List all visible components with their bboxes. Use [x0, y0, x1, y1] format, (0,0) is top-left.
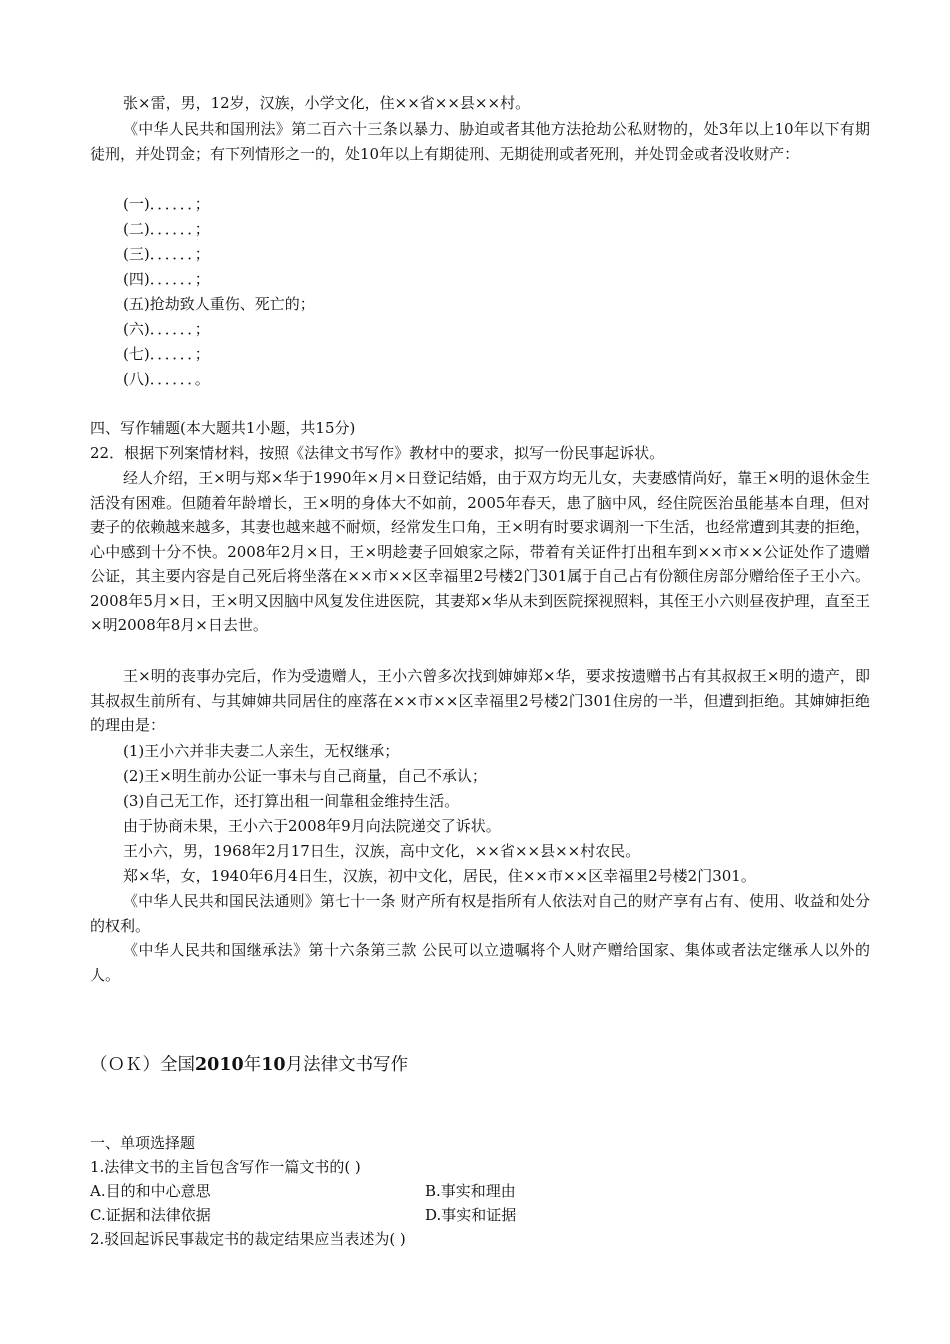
- choice-section-heading: 一、单项选择题: [90, 1134, 196, 1152]
- plaintiff-info: 王小六，男，1968年2月17日生，汉族，高中文化，××省××县××村农民。: [123, 842, 641, 860]
- question-1: 1.法律文书的主旨包含写作一篇文书的( ): [90, 1158, 361, 1176]
- exam-title-month: 10: [261, 1055, 286, 1075]
- q1-option-d: D.事实和证据: [425, 1206, 517, 1224]
- q1-option-b: B.事实和理由: [425, 1182, 516, 1200]
- reason-1: (1)王小六并非夫妻二人亲生，无权继承；: [123, 742, 400, 760]
- reason-2: (2)王×明生前办公证一事未与自己商量，自己不承认；: [123, 767, 487, 785]
- question-2: 2.驳回起诉民事裁定书的裁定结果应当表述为( ): [90, 1230, 406, 1248]
- defendant-info: 张×雷，男，12岁，汉族，小学文化，住××省××县××村。: [123, 94, 531, 112]
- law-item-8: (八)．．．．．．。: [123, 370, 210, 388]
- exam-title-mid: 年: [243, 1055, 262, 1075]
- case-paragraph-3: 由于协商未果，王小六于2008年9月向法院递交了诉状。: [123, 817, 501, 835]
- case-paragraph-2: 王×明的丧事办完后，作为受遗赠人，王小六曾多次找到婶婶郑×华，要求按遗赠书占有其叔叔王×明的遗产，即其叔叔生前所有、与其婶婶共同居住的座落在××市××区幸福里2号楼2门301住房的一半，但遭到拒绝。其婶婶拒绝的理由是：: [90, 667, 870, 734]
- law-item-3: (三)．．．．．．；: [123, 245, 210, 263]
- reason-3: (3)自己无工作，还打算出租一间靠租金维持生活。: [123, 792, 460, 810]
- law-item-5: (五)抢劫致人重伤、死亡的；: [123, 295, 315, 313]
- exam-title-rest: 月法律文书写作: [285, 1055, 409, 1075]
- criminal-law-article: 《中华人民共和国刑法》第二百六十三条以暴力、胁迫或者其他方法抢劫公私财物的，处3年以上10年以下有期徒刑，并处罚金；有下列情形之一的，处10年以上有期徒刑、无期徒刑或者死刑，并处罚金或者没收财产：: [90, 120, 870, 163]
- q1-option-a: A.目的和中心意思: [90, 1182, 211, 1200]
- law-item-4: (四)．．．．．．；: [123, 270, 210, 288]
- exam-title: [90, 1052, 408, 1078]
- section-heading: 四、写作辅题(本大题共1小题，共15分): [90, 419, 356, 437]
- q1-option-c: C.证据和法律依据: [90, 1206, 211, 1224]
- inheritance-law-article: 《中华人民共和国继承法》第十六条第三款 公民可以立遗嘱将个人财产赠给国家、集体或者法定继承人以外的人。: [90, 941, 870, 984]
- law-item-1: (一)．．．．．．；: [123, 195, 210, 213]
- defendant-party-info: 郑×华，女，1940年6月4日生，汉族，初中文化，居民，住××市××区幸福里2号楼2门301。: [123, 867, 756, 885]
- exam-title-year: 2010: [195, 1055, 244, 1075]
- civil-law-article: 《中华人民共和国民法通则》第七十一条 财产所有权是指所有人依法对自己的财产享有占有、使用、收益和处分的权利。: [90, 892, 870, 935]
- exam-title-prefix: （ＯＫ）全国: [90, 1055, 195, 1075]
- case-paragraph-1: 经人介绍，王×明与郑×华于1990年×月×日登记结婚，由于双方均无儿女，夫妻感情尚好，靠王×明的退休金生活没有困难。但随着年龄增长，王×明的身体大不如前，2005年春天，患了脑中风，经住院医治虽能基本自理，但对妻子的依赖越来越多，其妻也越来越不耐烦，经常发生口角，王×明有时要求调剂一下生活，也经常遭到其妻的拒绝，心中感到十分不快。2008年2月×日，王×明趁妻子回娘家之际，带着有关证件打出租车到××市××公证处作了遗赠公证，其主要内容是自己死后将坐落在××市××区幸福里2号楼2门301属于自己占有份额住房部分赠给侄子王小六。2008年5月×日，王×明又因脑中风复发住进医院，其妻郑×华从未到医院探视照料，其侄王小六则昼夜护理，直至王×明2008年8月×日去世。: [90, 469, 870, 634]
- question-22: 22．根据下列案情材料，按照《法律文书写作》教材中的要求，拟写一份民事起诉状。: [90, 444, 665, 462]
- law-item-6: (六)．．．．．．；: [123, 320, 210, 338]
- law-item-2: (二)．．．．．．；: [123, 220, 210, 238]
- law-item-7: (七)．．．．．．；: [123, 345, 210, 363]
